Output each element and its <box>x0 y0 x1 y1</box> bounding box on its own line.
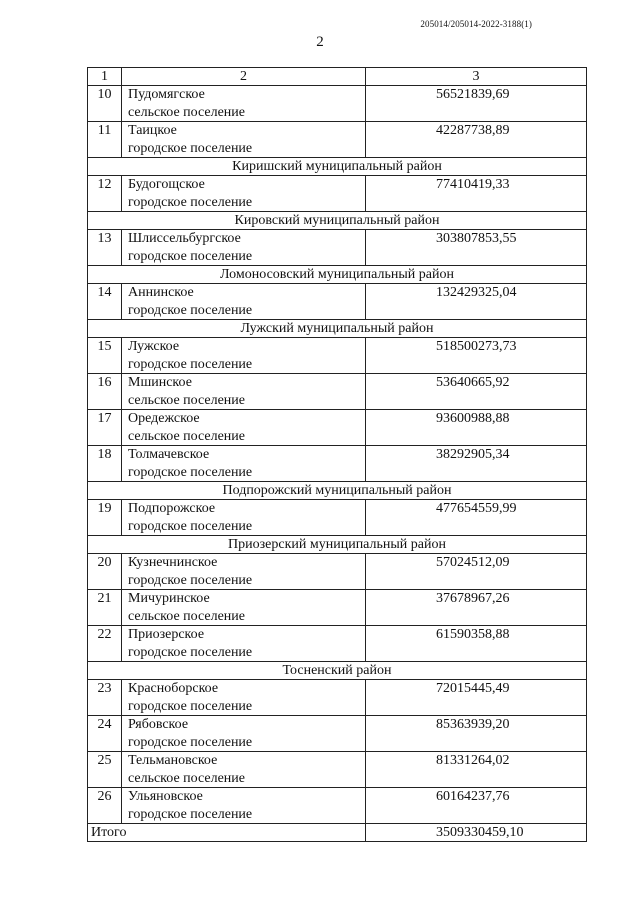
amount-value: 85363939,20 <box>366 716 587 752</box>
district-header-row <box>88 482 587 500</box>
settlement-name-line1: Ульяновское <box>128 789 203 804</box>
settlement-name-line1: Оредежское <box>128 411 200 426</box>
row-number: 26 <box>88 788 122 824</box>
district-name: Ломоносовский муниципальный район <box>88 266 587 284</box>
district-header-row <box>88 266 587 284</box>
settlement-name <box>122 446 366 482</box>
settlement-name-line1: Мичуринское <box>128 591 210 606</box>
settlement-name-line1: Лужское <box>128 339 180 354</box>
settlement-name <box>122 680 366 716</box>
row-number: 22 <box>88 626 122 662</box>
settlement-name <box>122 338 366 374</box>
amount-value: 72015445,49 <box>366 680 587 716</box>
row-number: 24 <box>88 716 122 752</box>
district-name: Кировский муниципальный район <box>88 212 587 230</box>
row-number: 13 <box>88 230 122 266</box>
table-row <box>88 122 587 158</box>
settlement-type-line2: городское поселение <box>128 140 253 156</box>
settlement-name-line1: Рябовское <box>128 717 189 732</box>
district-name: Подпорожский муниципальный район <box>88 482 587 500</box>
settlement-name-line1: Тельмановское <box>128 753 218 768</box>
table-row <box>88 374 587 410</box>
settlement-name <box>122 626 366 662</box>
settlement-type-line2: городское поселение <box>128 698 253 714</box>
table-row <box>88 752 587 788</box>
table-row <box>88 284 587 320</box>
table-row <box>88 554 587 590</box>
row-number: 17 <box>88 410 122 446</box>
settlement-name <box>122 716 366 752</box>
settlement-type-line2: городское поселение <box>128 734 253 750</box>
settlement-name <box>122 176 366 212</box>
settlement-name-line1: Шлиссельбургское <box>128 231 241 246</box>
amount-value: 61590358,88 <box>366 626 587 662</box>
table-header-row <box>88 68 587 86</box>
table-row <box>88 626 587 662</box>
table-row <box>88 788 587 824</box>
document-id: 205014/205014-2022-3188(1) <box>420 19 532 29</box>
table-row <box>88 338 587 374</box>
district-header-row <box>88 536 587 554</box>
amount-value: 303807853,55 <box>366 230 587 266</box>
amount-value: 53640665,92 <box>366 374 587 410</box>
settlement-type-line2: сельское поселение <box>128 428 245 444</box>
settlement-name <box>122 500 366 536</box>
row-number: 19 <box>88 500 122 536</box>
row-number: 11 <box>88 122 122 158</box>
amount-value: 57024512,09 <box>366 554 587 590</box>
district-name: Лужский муниципальный район <box>88 320 587 338</box>
settlement-name <box>122 788 366 824</box>
settlement-name <box>122 230 366 266</box>
settlement-type-line2: городское поселение <box>128 464 253 480</box>
table-row <box>88 176 587 212</box>
settlement-name <box>122 590 366 626</box>
table-row <box>88 410 587 446</box>
row-number: 12 <box>88 176 122 212</box>
district-name: Киришский муниципальный район <box>88 158 587 176</box>
total-row <box>88 824 587 842</box>
district-header-row <box>88 212 587 230</box>
column-header: 3 <box>366 68 587 86</box>
settlement-name <box>122 410 366 446</box>
settlement-name-line1: Кузнечнинское <box>128 555 218 570</box>
amount-value: 477654559,99 <box>366 500 587 536</box>
table-row <box>88 446 587 482</box>
table-row <box>88 716 587 752</box>
amount-value: 81331264,02 <box>366 752 587 788</box>
row-number: 14 <box>88 284 122 320</box>
settlement-type-line2: сельское поселение <box>128 392 245 408</box>
table-row <box>88 500 587 536</box>
amount-value: 60164237,76 <box>366 788 587 824</box>
settlement-type-line2: сельское поселение <box>128 608 245 624</box>
row-number: 16 <box>88 374 122 410</box>
settlement-name-line1: Красноборское <box>128 681 219 696</box>
table-row <box>88 230 587 266</box>
table-row <box>88 680 587 716</box>
district-header-row <box>88 662 587 680</box>
settlement-name <box>122 374 366 410</box>
settlement-name <box>122 122 366 158</box>
row-number: 21 <box>88 590 122 626</box>
row-number: 18 <box>88 446 122 482</box>
settlement-name-line1: Приозерское <box>128 627 205 642</box>
table-body <box>88 68 587 842</box>
total-label: Итого <box>88 824 366 842</box>
column-header: 1 <box>88 68 122 86</box>
settlement-name-line1: Аннинское <box>128 285 194 300</box>
settlement-name-line1: Пудомягское <box>128 87 205 102</box>
amount-value: 56521839,69 <box>366 86 587 122</box>
table-row <box>88 86 587 122</box>
amount-value: 77410419,33 <box>366 176 587 212</box>
budget-table <box>87 67 587 842</box>
district-name: Приозерский муниципальный район <box>88 536 587 554</box>
amount-value: 132429325,04 <box>366 284 587 320</box>
table-row <box>88 590 587 626</box>
column-header: 2 <box>122 68 366 86</box>
settlement-type-line2: городское поселение <box>128 194 253 210</box>
settlement-type-line2: городское поселение <box>128 302 253 318</box>
settlement-name <box>122 86 366 122</box>
district-header-row <box>88 158 587 176</box>
amount-value: 38292905,34 <box>366 446 587 482</box>
settlement-type-line2: городское поселение <box>128 572 253 588</box>
amount-value: 42287738,89 <box>366 122 587 158</box>
settlement-name-line1: Таицкое <box>128 123 177 138</box>
settlement-name-line1: Толмачевское <box>128 447 210 462</box>
settlement-name <box>122 752 366 788</box>
row-number: 20 <box>88 554 122 590</box>
settlement-type-line2: городское поселение <box>128 248 253 264</box>
settlement-type-line2: городское поселение <box>128 518 253 534</box>
settlement-name <box>122 554 366 590</box>
settlement-type-line2: сельское поселение <box>128 770 245 786</box>
settlement-type-line2: сельское поселение <box>128 104 245 120</box>
amount-value: 93600988,88 <box>366 410 587 446</box>
row-number: 10 <box>88 86 122 122</box>
amount-value: 37678967,26 <box>366 590 587 626</box>
settlement-type-line2: городское поселение <box>128 644 253 660</box>
amount-value: 518500273,73 <box>366 338 587 374</box>
total-value: 3509330459,10 <box>366 824 587 842</box>
settlement-name-line1: Будогощское <box>128 177 205 192</box>
settlement-type-line2: городское поселение <box>128 806 253 822</box>
row-number: 25 <box>88 752 122 788</box>
settlement-type-line2: городское поселение <box>128 356 253 372</box>
settlement-name <box>122 284 366 320</box>
settlement-name-line1: Подпорожское <box>128 501 216 516</box>
page-number: 2 <box>316 34 324 50</box>
district-name: Тосненский район <box>88 662 587 680</box>
row-number: 23 <box>88 680 122 716</box>
settlement-name-line1: Мшинское <box>128 375 192 390</box>
row-number: 15 <box>88 338 122 374</box>
district-header-row <box>88 320 587 338</box>
